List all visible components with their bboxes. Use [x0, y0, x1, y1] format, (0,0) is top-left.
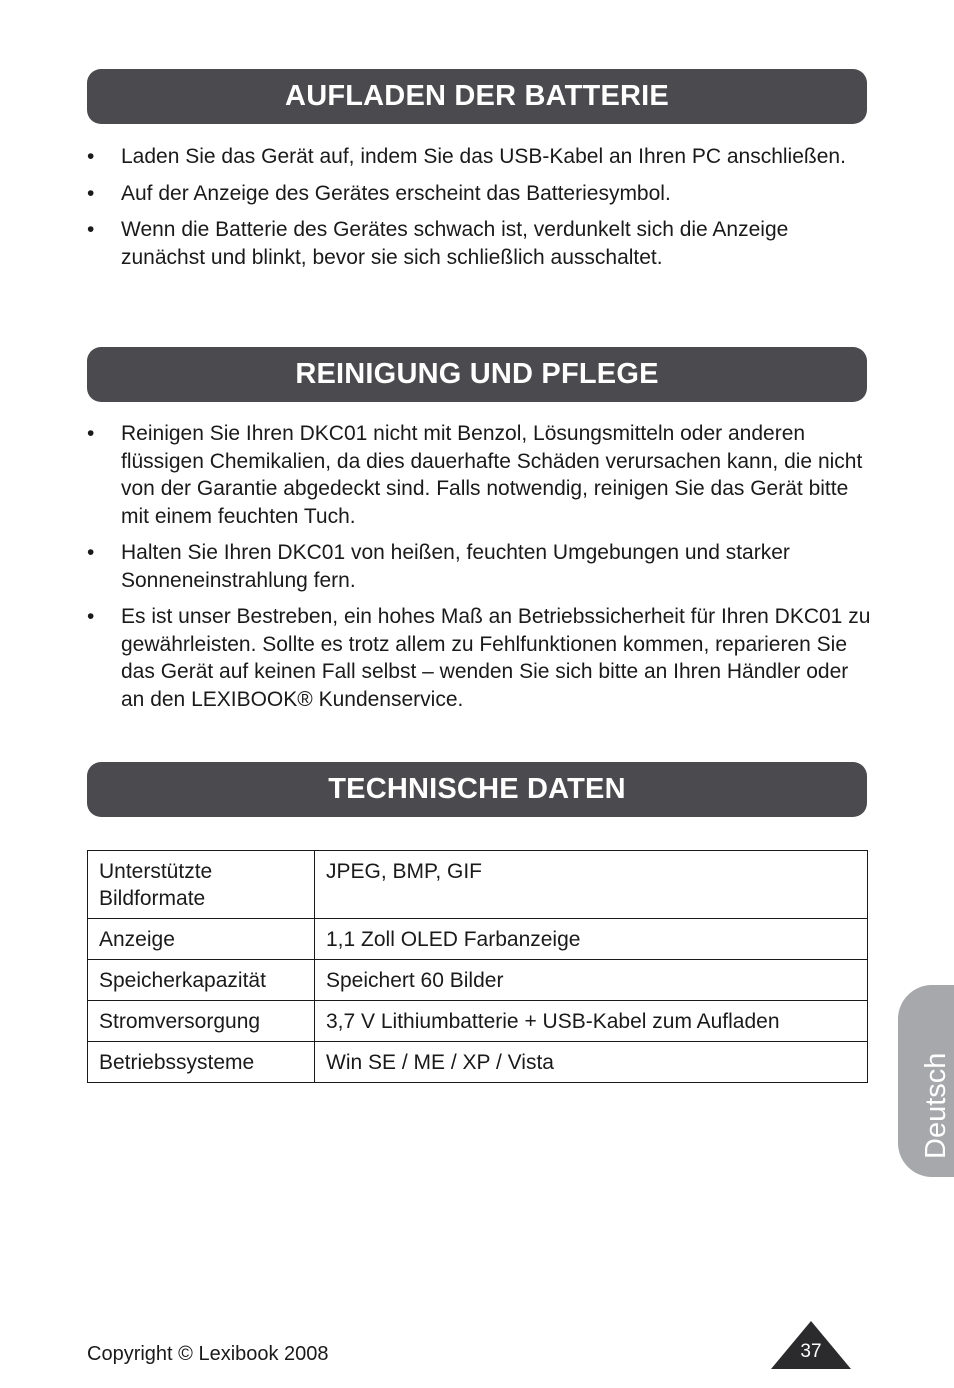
table-row — [88, 960, 868, 1001]
section-title-battery: AUFLADEN DER BATTERIE — [87, 69, 867, 124]
spec-value: 1,1 Zoll OLED Farbanzeige — [315, 919, 868, 960]
list-item — [87, 143, 877, 171]
bullet-icon: • — [87, 181, 95, 205]
list-item-text: Es ist unser Bestreben, ein hohes Maß an Betriebssicherheit für Ihren DKC01 zu gewährleisten. Sollte es trotz allem zu Fehlfunktionen kommen, reparieren Sie das Gerät auf keinen Fall selbst – wenden Sie sich bitte an Ihren Händler oder an den LEXIBOOK® Kundenservice. — [121, 605, 871, 711]
table-row — [88, 1001, 868, 1042]
specs-table — [87, 850, 868, 1083]
list-item — [87, 603, 877, 713]
table-row — [88, 1042, 868, 1083]
bullet-icon: • — [87, 145, 95, 168]
list-item-text: Wenn die Batterie des Gerätes schwach ist, verdunkelt sich die Anzeige zunächst und blinkt, bevor sie sich schließlich ausschaltet. — [121, 218, 789, 269]
spec-label: Betriebssysteme — [88, 1042, 315, 1083]
spec-value: Win SE / ME / XP / Vista — [315, 1042, 868, 1083]
spec-value: 3,7 V Lithiumbatterie + USB-Kabel zum Aufladen — [315, 1001, 868, 1042]
spec-label: Speicherkapazität — [88, 960, 315, 1001]
language-tab-label: Deutsch — [920, 1052, 952, 1159]
table-row — [88, 919, 868, 960]
list-item — [87, 539, 877, 594]
list-item-text: Halten Sie Ihren DKC01 von heißen, feuchten Umgebungen und starker Sonneneinstrahlung fern. — [121, 541, 790, 592]
spec-value: Speichert 60 Bilder — [315, 960, 868, 1001]
list-item-text: Laden Sie das Gerät auf, indem Sie das USB-Kabel an Ihren PC anschließen. — [121, 145, 846, 168]
spec-label: Anzeige — [88, 919, 315, 960]
list-item — [87, 420, 877, 530]
bullet-icon: • — [87, 422, 95, 445]
bullet-icon: • — [87, 218, 95, 241]
list-item-text: Auf der Anzeige des Gerätes erscheint das Batteriesymbol. — [121, 181, 671, 205]
section-title-cleaning: REINIGUNG UND PFLEGE — [87, 347, 867, 402]
list-item — [87, 180, 877, 208]
bullet-icon: • — [87, 605, 95, 628]
copyright-text: Copyright © Lexibook 2008 — [87, 1343, 329, 1365]
section-title-specs: TECHNISCHE DATEN — [87, 762, 867, 817]
bullet-icon: • — [87, 541, 95, 564]
spec-label: Stromversorgung — [88, 1001, 315, 1042]
spec-value: JPEG, BMP, GIF — [315, 851, 868, 919]
list-item-text: Reinigen Sie Ihren DKC01 nicht mit Benzol, Lösungsmitteln oder anderen flüssigen Chemikalien, da dies dauerhafte Schäden verursachen kann, die nicht von der Garantie abgedeckt sind. Falls notwendig, reinigen Sie das Gerät bitte mit einem feuchten Tuch. — [121, 422, 863, 528]
language-tab — [898, 985, 954, 1177]
table-row — [88, 851, 868, 919]
cleaning-list — [87, 420, 877, 722]
list-item — [87, 216, 877, 271]
page-number: 37 — [800, 1341, 822, 1362]
battery-list — [87, 143, 877, 280]
spec-label: Unterstützte Bildformate — [88, 851, 315, 919]
